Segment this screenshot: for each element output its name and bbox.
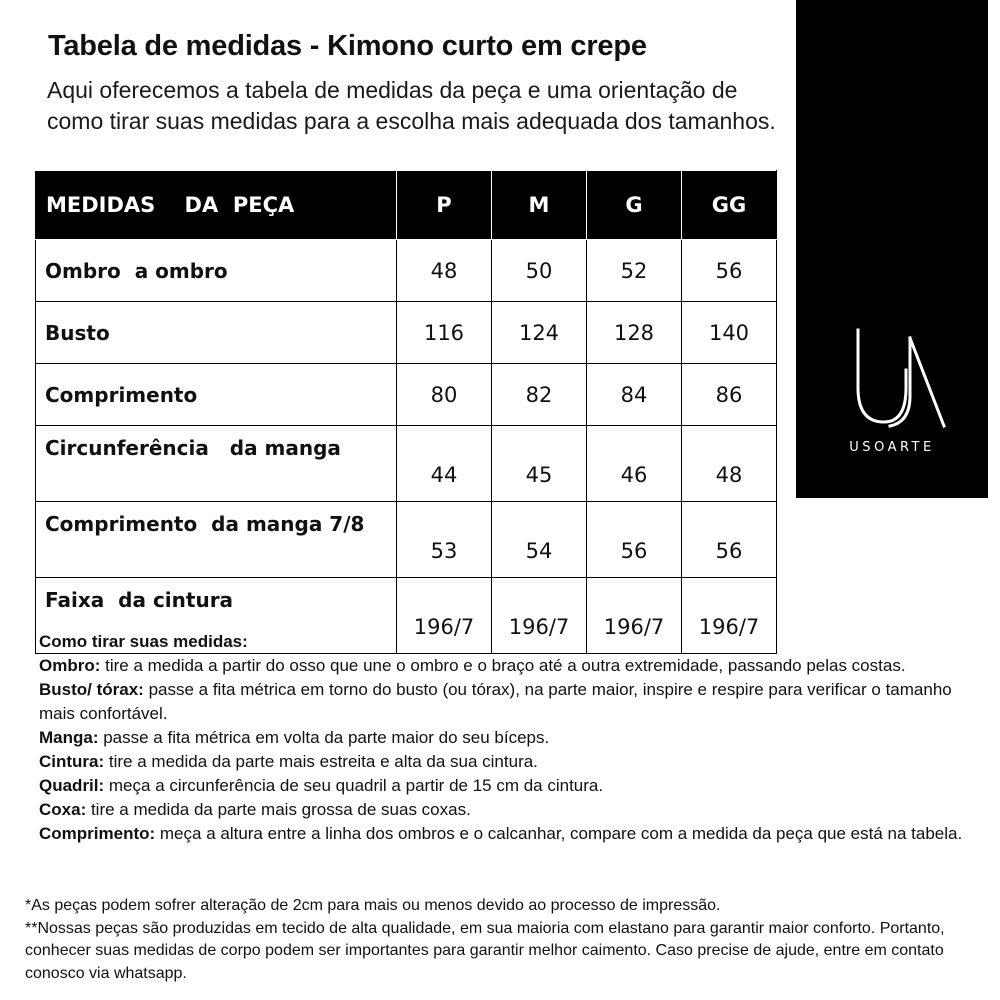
guide-item [39, 726, 969, 750]
header-size-g: G [587, 171, 682, 240]
intro-text: Aqui oferecemos a tabela de medidas da peça e uma orientação de como tirar suas medidas para a escolha mais adequada dos tamanhos. [47, 77, 776, 134]
guide-term: Coxa: [39, 800, 87, 819]
guide-item [39, 774, 969, 798]
row-label: Faixa da cintura [36, 578, 397, 654]
cell-value: 56 [682, 240, 777, 302]
guide-item [39, 750, 969, 774]
guide-item [39, 798, 969, 822]
row-label: Comprimento [36, 364, 397, 426]
header-size-p: P [397, 171, 492, 240]
brand-name: USOARTE [849, 440, 935, 455]
guide-term: Manga: [39, 728, 99, 747]
cell-value: 52 [587, 240, 682, 302]
cell-value: 46 [587, 426, 682, 502]
guide-text: tire a medida da parte mais estreita e alta da sua cintura. [104, 752, 538, 771]
header-label: MEDIDAS DA PEÇA [36, 171, 397, 240]
cell-value: 82 [492, 364, 587, 426]
header-size-gg: GG [682, 171, 777, 240]
cell-value: 128 [587, 302, 682, 364]
cell-value: 124 [492, 302, 587, 364]
guide-term: Comprimento: [39, 824, 156, 843]
guide-text: passe a fita métrica em torno do busto (ou tórax), na parte maior, inspire e respire para verificar o tamanho mais confortável. [39, 680, 952, 723]
guide-term: Ombro: [39, 656, 101, 675]
table-row [36, 502, 777, 578]
table-row [36, 364, 777, 426]
cell-value: 56 [682, 502, 777, 578]
header-size-m: M [492, 171, 587, 240]
footnotes [25, 895, 975, 985]
cell-value: 44 [397, 426, 492, 502]
row-label: Circunferência da manga [36, 426, 397, 502]
guide-text: passe a fita métrica em volta da parte maior do seu bíceps. [98, 728, 550, 747]
brand-panel [796, 0, 988, 498]
guide-item [39, 654, 969, 678]
cell-value: 56 [587, 502, 682, 578]
row-label: Comprimento da manga 7/8 [36, 502, 397, 578]
cell-value: 140 [682, 302, 777, 364]
row-label: Ombro a ombro [36, 240, 397, 302]
guide-text: tire a medida da parte mais grossa de suas coxas. [86, 800, 471, 819]
guide-item [39, 678, 969, 726]
cell-value: 48 [397, 240, 492, 302]
size-table [35, 170, 777, 654]
page-title: Tabela de medidas - Kimono curto em crepe [48, 30, 647, 62]
measuring-guide [39, 630, 969, 846]
cell-value: 196/7 [397, 578, 492, 654]
cell-value: 196/7 [682, 578, 777, 654]
cell-value: 84 [587, 364, 682, 426]
cell-value: 196/7 [492, 578, 587, 654]
cell-value: 196/7 [587, 578, 682, 654]
ua-monogram-logo-icon [852, 326, 952, 436]
footnote-fabric: **Nossas peças são produzidas em tecido de alta qualidade, em sua maioria com elastano para garantir maior conforto. Portanto, conhecer suas medidas de corpo podem ser importantes para garantir melhor caimento. Caso precise de ajude, entre em contato conosco via whatsapp. [25, 919, 945, 982]
guide-term: Busto/ tórax: [39, 680, 144, 699]
table-row [36, 302, 777, 364]
cell-value: 116 [397, 302, 492, 364]
guide-text: tire a medida a partir do osso que une o ombro e o braço até a outra extremidade, passando pelas costas. [100, 656, 906, 675]
cell-value: 50 [492, 240, 587, 302]
guide-term: Cintura: [39, 752, 105, 771]
cell-value: 54 [492, 502, 587, 578]
table-row [36, 240, 777, 302]
guide-text: meça a circunferência de seu quadril a partir de 15 cm da cintura. [104, 776, 604, 795]
table-row [36, 426, 777, 502]
row-label: Busto [36, 302, 397, 364]
guide-term: Quadril: [39, 776, 105, 795]
footnote-print: *As peças podem sofrer alteração de 2cm para mais ou menos devido ao processo de impressão. [25, 897, 721, 914]
cell-value: 48 [682, 426, 777, 502]
guide-heading: Como tirar suas medidas: [39, 632, 248, 651]
table-header-row [36, 171, 777, 240]
cell-value: 86 [682, 364, 777, 426]
cell-value: 45 [492, 426, 587, 502]
cell-value: 53 [397, 502, 492, 578]
cell-value: 80 [397, 364, 492, 426]
guide-item [39, 822, 969, 846]
guide-text: meça a altura entre a linha dos ombros e o calcanhar, compare com a medida da peça que está na tabela. [155, 824, 963, 843]
